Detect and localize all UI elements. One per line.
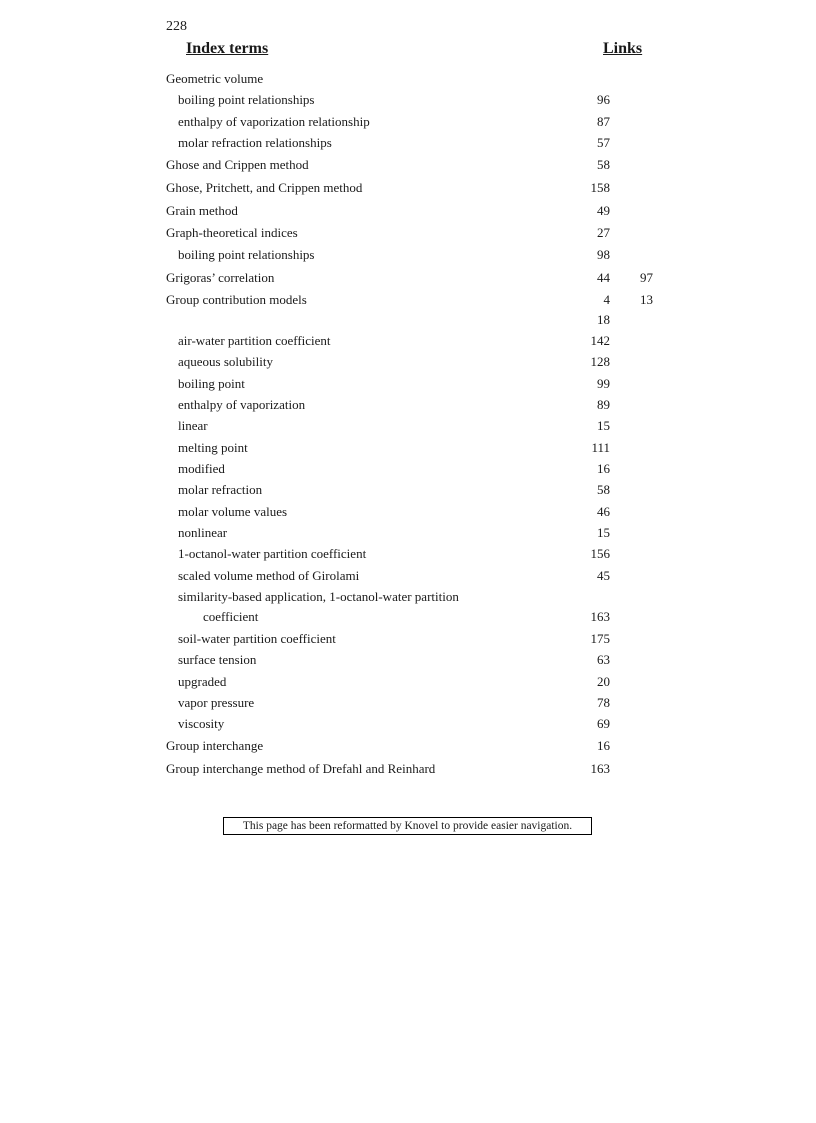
page-link[interactable]: 156 [590,546,610,561]
page-link[interactable]: 87 [597,114,610,129]
index-entry [0,396,816,414]
index-entry [0,630,816,648]
index-term: surface tension [178,652,257,667]
page-link[interactable]: 99 [597,376,610,391]
page-link[interactable]: 163 [590,761,610,776]
index-term: soil-water partition coefficient [178,631,336,646]
page-link[interactable]: 58 [597,157,610,172]
index-entry [0,375,816,393]
index-entry [0,91,816,109]
index-term: Grigoras’ correlation [166,270,275,285]
index-entry [0,202,816,220]
index-term: Geometric volume [166,71,264,86]
index-entry [0,179,816,197]
index-term: modified [178,461,225,476]
page-link[interactable]: 57 [597,135,610,150]
index-term: Graph-theoretical indices [166,225,298,240]
page-link[interactable]: 15 [597,418,610,433]
index-term: nonlinear [178,525,228,540]
page-link[interactable]: 15 [597,525,610,540]
page-link[interactable]: 63 [597,652,610,667]
page-link[interactable]: 128 [590,354,610,369]
index-term: melting point [178,440,248,455]
page-link[interactable]: 89 [597,397,610,412]
page-link[interactable]: 20 [597,674,610,689]
index-entry [0,417,816,435]
index-term: enthalpy of vaporization relationship [178,114,370,129]
page-link[interactable]: 16 [597,461,610,476]
index-term: Grain method [166,203,238,218]
index-entry [0,588,816,606]
index-entry [0,760,816,778]
index-entry [0,332,816,350]
page-link[interactable]: 58 [597,482,610,497]
index-term: molar refraction [178,482,263,497]
index-term: vapor pressure [178,695,255,710]
index-entry [0,134,816,152]
index-terms-heading: Index terms [186,40,269,57]
index-term: molar refraction relationships [178,135,332,150]
index-entry [0,715,816,733]
index-term: scaled volume method of Girolami [178,568,360,583]
index-term: aqueous solubility [178,354,273,369]
page-link[interactable]: 69 [597,716,610,731]
index-entry [0,439,816,457]
index-term: Ghose and Crippen method [166,157,309,172]
page-link[interactable]: 45 [597,568,610,583]
index-term: Group interchange [166,738,264,753]
page-number: 228 [166,19,187,34]
index-entry [0,70,816,88]
index-entry [0,608,816,626]
index-entry [0,545,816,563]
index-entry [0,269,816,287]
page-link[interactable]: 44 [597,270,610,285]
page-link[interactable]: 163 [590,609,610,624]
index-entry [0,694,816,712]
links-heading: Links [603,40,643,57]
index-entry [0,503,816,521]
page-link[interactable]: 111 [591,440,610,455]
index-entry [0,311,816,329]
index-term: 1-octanol-water partition coefficient [178,546,367,561]
index-entry [0,353,816,371]
page-link[interactable]: 78 [597,695,610,710]
page-link[interactable]: 142 [590,333,610,348]
page-link[interactable]: 158 [590,180,610,195]
index-term: molar volume values [178,504,288,519]
page-link-secondary[interactable]: 97 [640,270,653,285]
index-term: boiling point relationships [178,92,315,107]
index-entry [0,737,816,755]
index-term: Ghose, Pritchett, and Crippen method [166,180,363,195]
index-term: boiling point [178,376,245,391]
index-entry [0,524,816,542]
index-entry [0,673,816,691]
index-term: similarity-based application, 1-octanol-water partition [178,589,459,604]
index-entry [0,156,816,174]
index-entry [0,567,816,585]
index-entry [0,246,816,264]
index-term: coefficient [203,609,259,624]
knovel-footer-note: This page has been reformatted by Knovel to provide easier navigation. [223,817,592,835]
page-link[interactable]: 96 [597,92,610,107]
index-entry [0,291,816,309]
index-term: air-water partition coefficient [178,333,331,348]
index-term: viscosity [178,716,225,731]
page-link[interactable]: 98 [597,247,610,262]
page-link[interactable]: 49 [597,203,610,218]
index-entry [0,224,816,242]
page-link[interactable]: 18 [597,312,610,327]
index-term: enthalpy of vaporization [178,397,306,412]
page-link[interactable]: 27 [597,225,610,240]
index-term: boiling point relationships [178,247,315,262]
index-entry [0,460,816,478]
index-term: Group interchange method of Drefahl and Reinhard [166,761,436,776]
index-term: upgraded [178,674,227,689]
index-term: Group contribution models [166,292,307,307]
index-entry [0,113,816,131]
page-link[interactable]: 175 [590,631,610,646]
index-term: linear [178,418,208,433]
page-link[interactable]: 16 [597,738,610,753]
page-link[interactable]: 4 [603,292,610,307]
page-link-secondary[interactable]: 13 [640,292,653,307]
index-entry [0,481,816,499]
page-link[interactable]: 46 [597,504,610,519]
index-entry [0,651,816,669]
